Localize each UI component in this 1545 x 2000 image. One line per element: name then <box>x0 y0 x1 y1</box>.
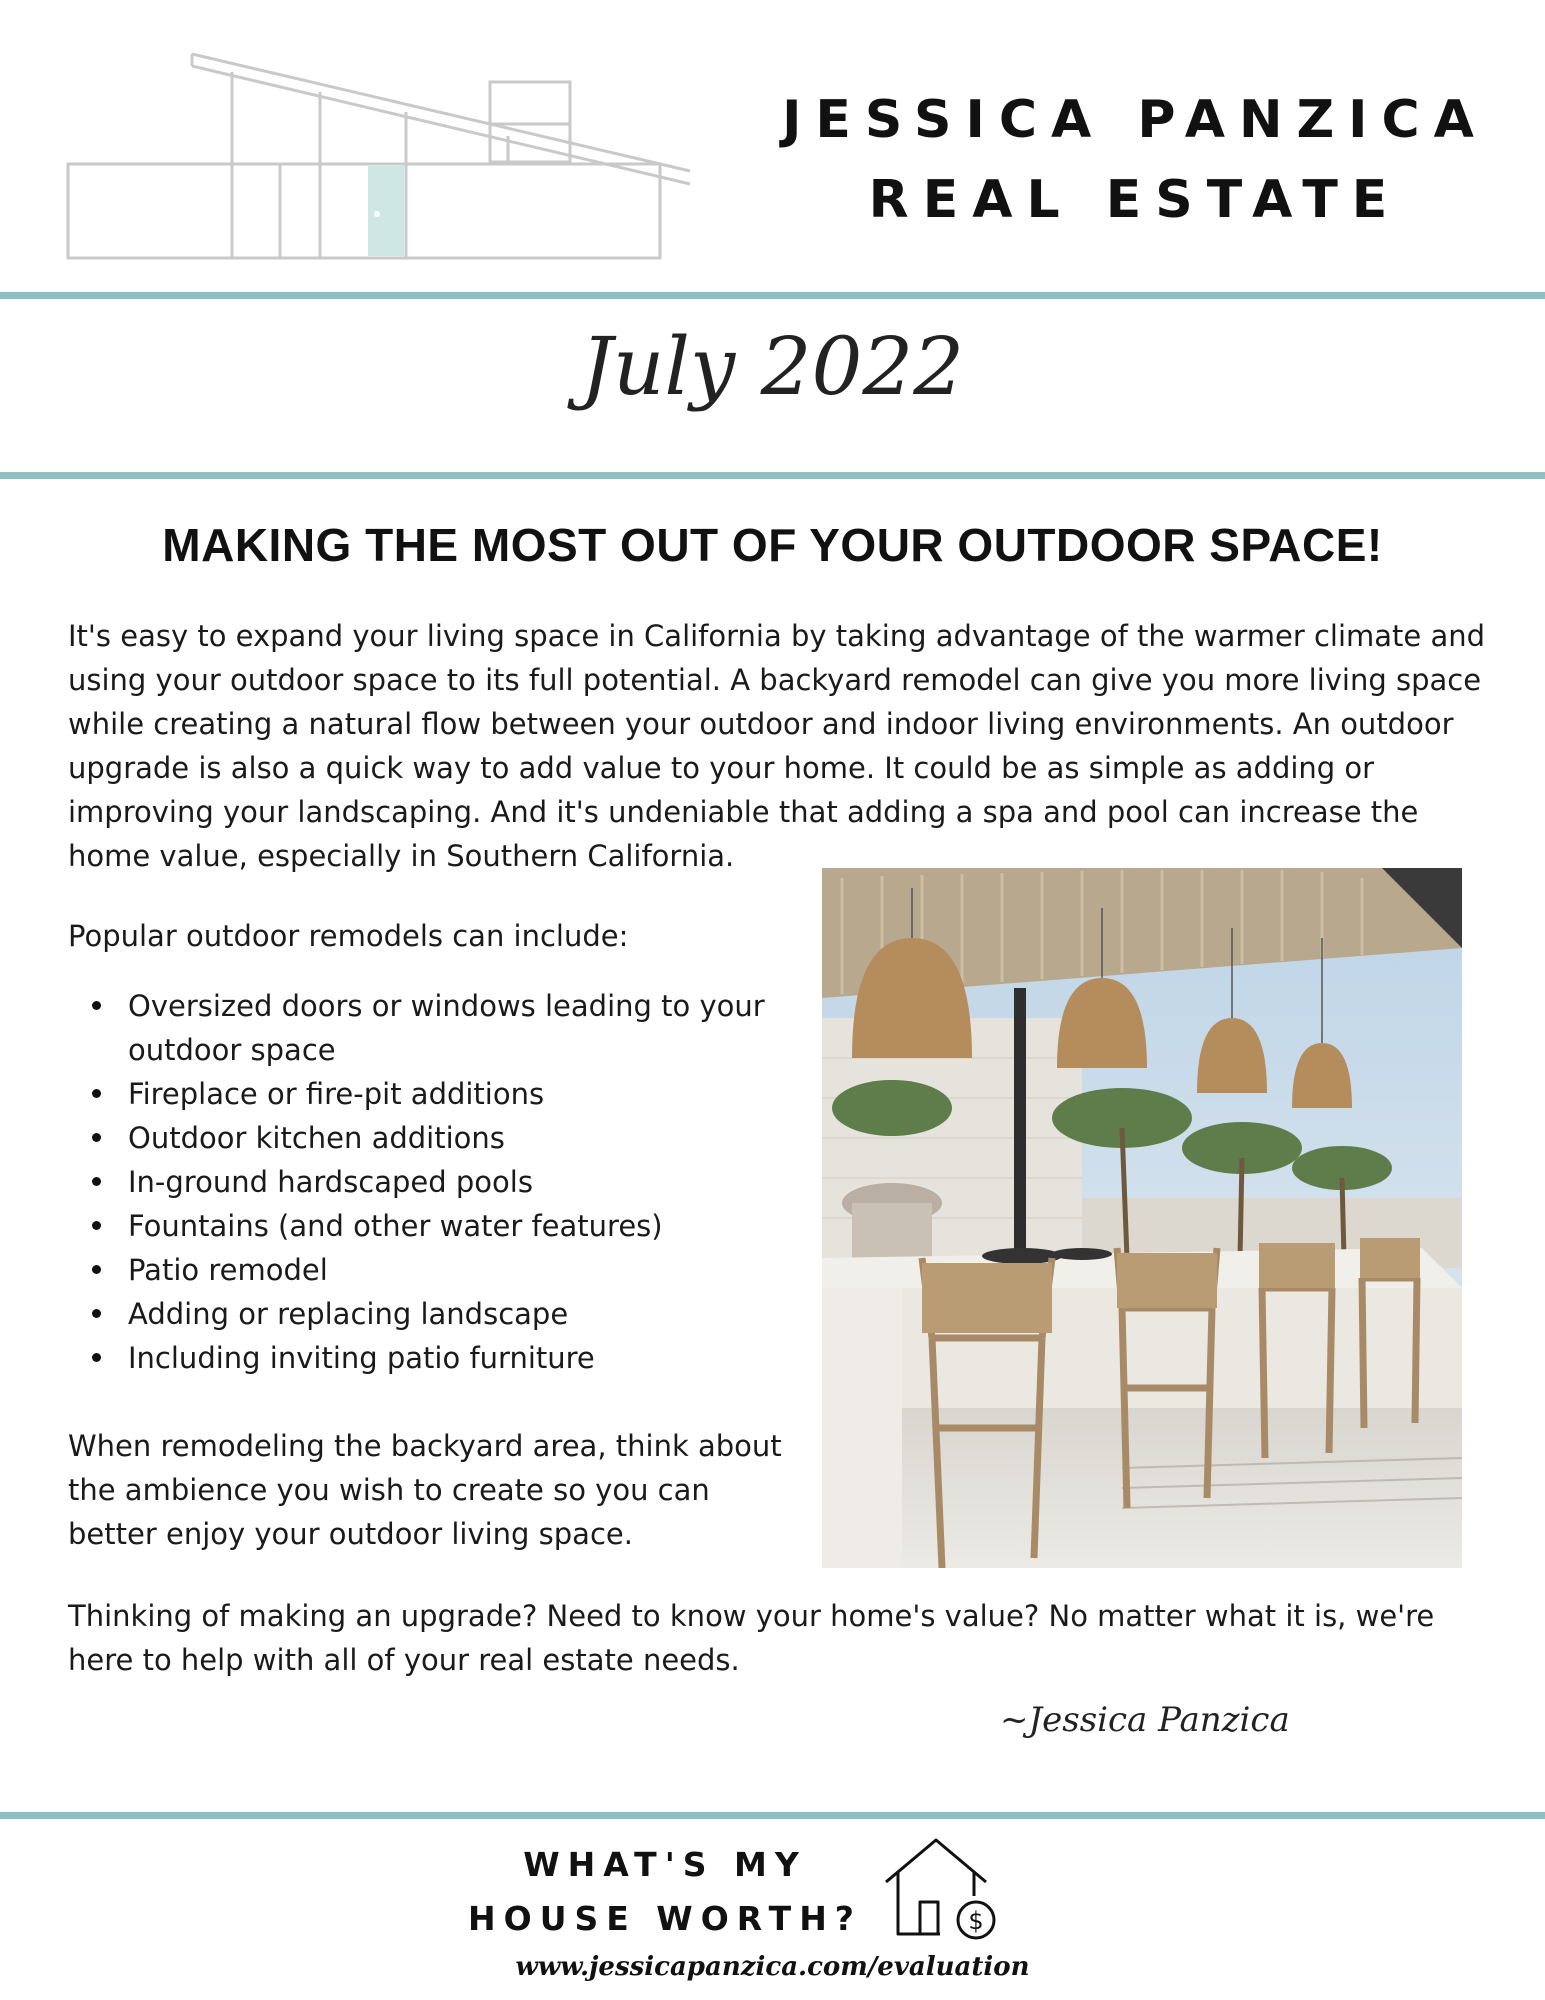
date-divider <box>0 472 1545 479</box>
mid-century-house-icon <box>60 48 700 268</box>
list-item: Fireplace or fire-pit additions <box>68 1072 788 1116</box>
house-dollar-icon <box>880 1836 1008 1946</box>
list-item: Including inviting patio furniture <box>68 1336 788 1380</box>
brand-subtitle: REAL ESTATE <box>868 170 1402 230</box>
closing-paragraph: When remodeling the backyard area, think about the ambience you wish to create so you can better enjoy your outdoor living space. <box>68 1429 782 1551</box>
article-headline: MAKING THE MOST OUT OF YOUR OUTDOOR SPACE! <box>162 519 1383 571</box>
call-to-action-paragraph: Thinking of making an upgrade? Need to know your home's value? No matter what it is, we're here to help with all of your real estate needs. <box>68 1599 1435 1677</box>
evaluation-title-line2: HOUSE WORTH? <box>468 1899 862 1938</box>
list-item: Fountains (and other water features) <box>68 1204 788 1248</box>
evaluation-link[interactable]: www.jessicapanzica.com/evaluation <box>515 1952 1030 1982</box>
list-item: In-ground hardscaped pools <box>68 1160 788 1204</box>
svg-text:$: $ <box>968 1907 984 1935</box>
intro-paragraph: It's easy to expand your living space in California by taking advantage of the warmer climate and using your outdoor space to its full potential. A backyard remodel can give you more living space while creating a natural flow between your outdoor and indoor living environments. An outdoor upgrade is also a quick way to add value to your home. It could be as simple as adding or improving your landscaping. And it's undeniable that adding a spa and pool can increase the home value, especially in Southern California. <box>68 619 1486 873</box>
footer-divider <box>0 1812 1545 1819</box>
brand-name: JESSICA PANZICA <box>782 90 1488 150</box>
list-item: Outdoor kitchen additions <box>68 1116 788 1160</box>
evaluation-cta[interactable] <box>440 1838 890 1946</box>
evaluation-title-line1: WHAT'S MY <box>523 1845 807 1884</box>
signature: ~Jessica Panzica <box>1000 1700 1290 1740</box>
remodel-list <box>68 984 788 1380</box>
list-intro: Popular outdoor remodels can include: <box>68 919 629 953</box>
door-icon <box>368 166 404 256</box>
list-item: Adding or replacing landscape <box>68 1292 788 1336</box>
header-divider <box>0 292 1545 299</box>
list-item: Oversized doors or windows leading to your outdoor space <box>68 984 788 1072</box>
outdoor-patio-photo <box>822 868 1462 1568</box>
list-item: Patio remodel <box>68 1248 788 1292</box>
issue-date: July 2022 <box>580 320 965 413</box>
